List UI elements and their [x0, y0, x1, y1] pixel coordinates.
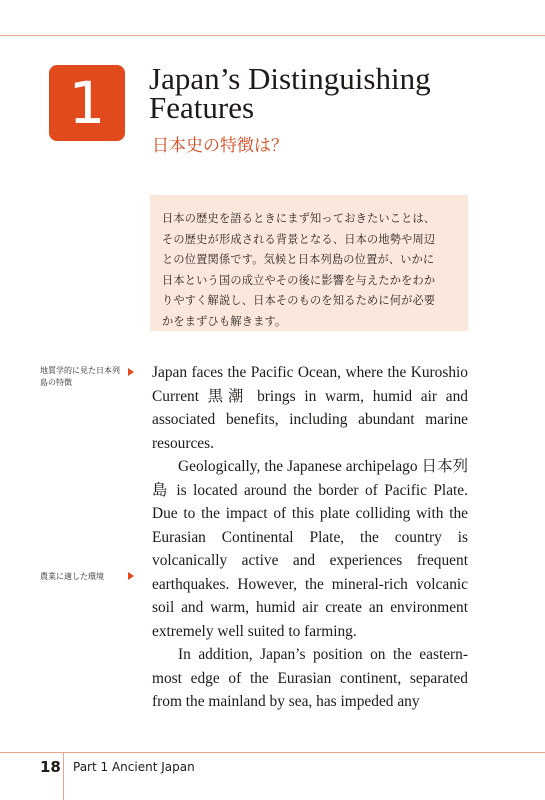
body-paragraph: Geologically, the Japanese archipelago 日本列島 is located around the border of Pacific Plate. Due to the impact of this plate colliding with the Eurasian Continental Plate, the country is volcanically active and experiences frequent earthquakes. However, the mineral-rich volcanic soil and warm, humid air create an environment extremely well suited to farming. [152, 458, 468, 640]
top-rule [0, 35, 545, 36]
body-paragraph: In addition, Japan’s position on the eastern-most edge of the Eurasian continent, separated from the mainland by sea, has impeded any [152, 646, 468, 710]
intro-line: その歴史が形成される背景となる、日本の地勢や周辺 [162, 232, 436, 246]
footer-rule [0, 752, 545, 753]
intro-box [150, 195, 468, 331]
side-note-arrow-icon [128, 572, 134, 580]
side-note-geology: 地質学的に見た日本列島の特徴 [40, 366, 120, 387]
body-text [152, 361, 468, 714]
page-number: 18 [40, 758, 61, 776]
chapter-number-badge [49, 65, 125, 141]
body-paragraph: Japan faces the Pacific Ocean, where the Kuroshio Current 黒潮 brings in warm, humid air and associated benefits, including abundant marine resources. [152, 364, 468, 452]
side-note-arrow-icon [128, 368, 134, 376]
intro-line: りやすく解説し、日本そのものを知るために何が必要 [162, 294, 436, 307]
intro-line: との位置関係です。気候と日本列島の位置が、いかに [162, 253, 435, 266]
chapter-number: 1 [68, 69, 106, 137]
footer-divider [63, 752, 64, 800]
chapter-title: Japan’s Distinguishing Features [149, 61, 431, 125]
intro-line: 日本の歴史を語るときにまず知っておきたいことは、 [162, 212, 436, 225]
side-note-agriculture: 農業に適した環境 [40, 572, 104, 581]
intro-line: 日本という国の成立やその後に影響を与えたかをわか [162, 273, 436, 287]
intro-line: かをまずひも解きます。 [162, 314, 287, 328]
chapter-subtitle: 日本史の特徴は？ [152, 136, 288, 156]
running-head: Part 1 Ancient Japan [73, 760, 195, 774]
